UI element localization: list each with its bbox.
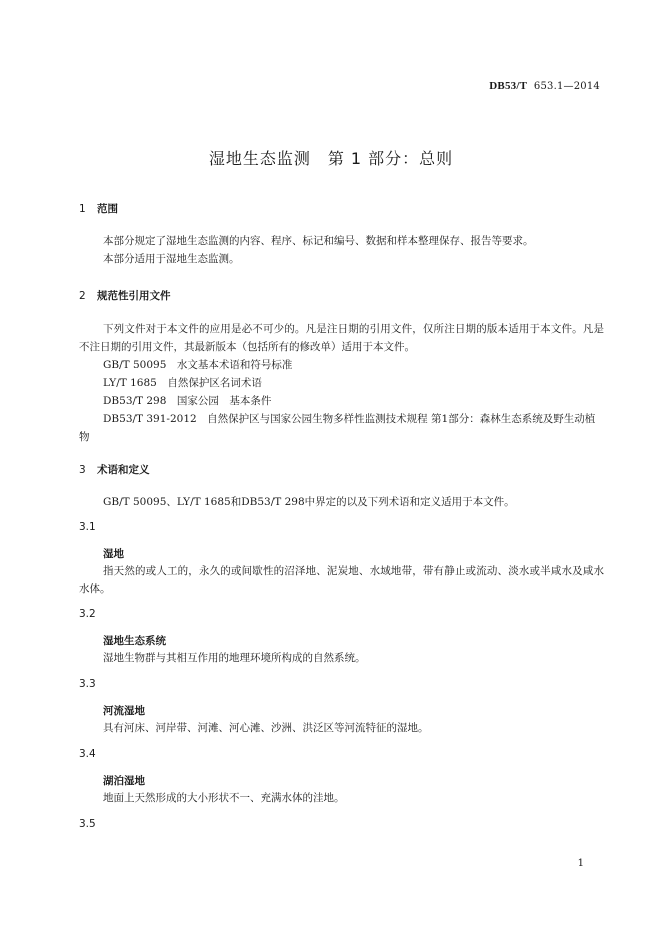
document-title: 湿地生态监测 第 1 部分：总则 <box>208 149 454 168</box>
term-name: 湿地 <box>103 548 124 560</box>
standard-code-prefix: DB53/T <box>489 80 528 92</box>
section-number: 3 <box>79 464 86 476</box>
section-3-intro: GB/T 50095、LY/T 1685和DB53/T 298中界定的以及下列术语和定义适用于本文件。 <box>103 496 515 508</box>
section-2-heading <box>79 288 171 303</box>
term-number: 3.3 <box>79 678 96 690</box>
term-number: 3.5 <box>79 818 96 830</box>
section-1-para-1: 本部分规定了湿地生态监测的内容、程序、标记和编号、数据和样本整理保存、报告等要求。 <box>103 235 534 247</box>
standard-code <box>489 80 600 92</box>
section-title: 规范性引用文件 <box>97 290 171 302</box>
term-number: 3.1 <box>79 521 96 533</box>
standard-code-number: 653.1—2014 <box>533 81 600 92</box>
page-number: 1 <box>577 858 584 869</box>
term-number: 3.2 <box>79 608 96 620</box>
section-number: 1 <box>79 203 86 215</box>
section-title: 范围 <box>97 203 118 215</box>
reference-item: DB53/T 391-2012 自然保护区与国家公园生物多样性监测技术规程 第1部分：森林生态系统及野生动植物 <box>79 413 596 443</box>
reference-item: DB53/T 298 国家公园 基本条件 <box>103 395 272 407</box>
term-definition: 具有河床、河岸带、河滩、河心滩、沙洲、洪泛区等河流特征的湿地。 <box>103 722 429 734</box>
section-title: 术语和定义 <box>97 464 150 476</box>
section-number: 2 <box>79 290 86 302</box>
term-name: 河流湿地 <box>103 705 145 717</box>
section-2-intro: 下列文件对于本文件的应用是必不可少的。凡是注日期的引用文件，仅所注日期的版本适用于本文件。凡是不注日期的引用文件，其最新版本（包括所有的修改单）适用于本文件。 <box>79 323 604 353</box>
reference-item: GB/T 50095 水文基本术语和符号标准 <box>103 359 293 371</box>
reference-item: LY/T 1685 自然保护区名词术语 <box>103 377 262 389</box>
section-1-heading <box>79 201 118 216</box>
section-3-heading <box>79 462 150 477</box>
term-number: 3.4 <box>79 748 96 760</box>
term-name: 湖泊湿地 <box>103 775 145 787</box>
term-definition: 指天然的或人工的，永久的或间歇性的沼泽地、泥炭地、水域地带，带有静止或流动、淡水或半咸水及咸水水体。 <box>79 565 604 595</box>
term-definition: 湿地生物群与其相互作用的地理环境所构成的自然系统。 <box>103 652 366 664</box>
term-definition: 地面上天然形成的大小形状不一、充满水体的洼地。 <box>103 792 345 804</box>
section-1-para-2: 本部分适用于湿地生态监测。 <box>103 253 240 265</box>
term-name: 湿地生态系统 <box>103 635 166 647</box>
